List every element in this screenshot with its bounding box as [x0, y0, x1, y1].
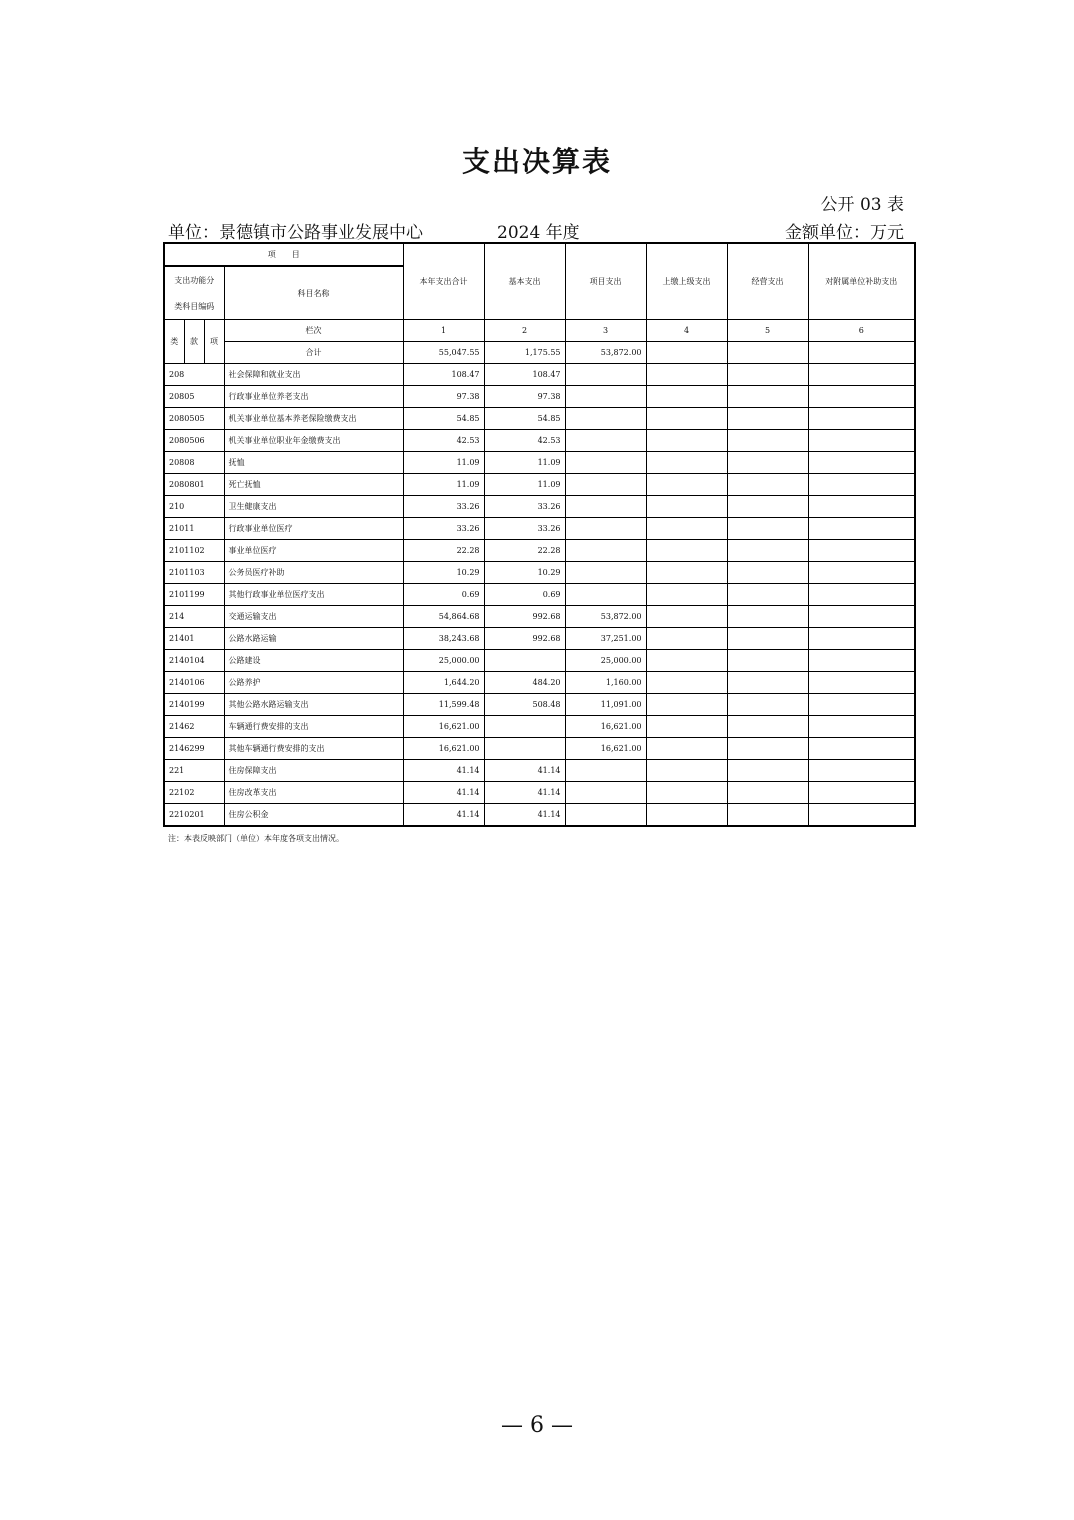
- row-c6: [808, 408, 915, 430]
- row-c4: [646, 496, 727, 518]
- row-code: 208: [164, 364, 224, 386]
- row-c6: [808, 650, 915, 672]
- page-number: — 6 —: [501, 1413, 573, 1438]
- header-name: 科目名称: [224, 266, 403, 320]
- row-code: 2140104: [164, 650, 224, 672]
- row-name: 交通运输支出: [224, 606, 403, 628]
- row-c5: [727, 716, 808, 738]
- table-row: [164, 716, 915, 738]
- row-code: 2140199: [164, 694, 224, 716]
- row-c3: [565, 408, 646, 430]
- row-code: 2080505: [164, 408, 224, 430]
- table-row: [164, 694, 915, 716]
- row-c5: [727, 386, 808, 408]
- row-c1: 41.14: [403, 804, 484, 827]
- row-c1: 54.85: [403, 408, 484, 430]
- table-row: [164, 386, 915, 408]
- row-c2: 41.14: [484, 782, 565, 804]
- row-c5: [727, 628, 808, 650]
- row-name: 其他车辆通行费安排的支出: [224, 738, 403, 760]
- row-c1: 0.69: [403, 584, 484, 606]
- row-c6: [808, 496, 915, 518]
- row-c2: [484, 738, 565, 760]
- header-col2: 基本支出: [484, 243, 565, 320]
- header-code-label-2: 类科目编码: [164, 293, 224, 320]
- money-unit-label: 金额单位：万元: [785, 223, 904, 243]
- row-c3: 53,872.00: [565, 606, 646, 628]
- row-c3: [565, 386, 646, 408]
- row-c3: [565, 474, 646, 496]
- row-c5: [727, 760, 808, 782]
- table-row: [164, 540, 915, 562]
- row-c1: 42.53: [403, 430, 484, 452]
- row-c2: 0.69: [484, 584, 565, 606]
- row-c2: 41.14: [484, 760, 565, 782]
- row-code: 2146299: [164, 738, 224, 760]
- table-row: [164, 408, 915, 430]
- row-c2: 42.53: [484, 430, 565, 452]
- row-c2: [484, 650, 565, 672]
- row-name: 其他公路水路运输支出: [224, 694, 403, 716]
- row-c3: 11,091.00: [565, 694, 646, 716]
- row-code: 2101199: [164, 584, 224, 606]
- form-number: 公开 03 表: [820, 195, 904, 215]
- row-c3: [565, 782, 646, 804]
- header-code-label-1: 支出功能分: [164, 266, 224, 293]
- row-c4: [646, 364, 727, 386]
- header-col4: 上缴上级支出: [646, 243, 727, 320]
- row-c4: [646, 628, 727, 650]
- row-c2: 108.47: [484, 364, 565, 386]
- table-row: [164, 672, 915, 694]
- row-c5: [727, 804, 808, 827]
- row-name: 车辆通行费安排的支出: [224, 716, 403, 738]
- row-c1: 11,599.48: [403, 694, 484, 716]
- row-code: 20805: [164, 386, 224, 408]
- col-number-6: 6: [808, 320, 915, 342]
- row-c3: [565, 562, 646, 584]
- header-col5: 经营支出: [727, 243, 808, 320]
- row-c4: [646, 694, 727, 716]
- row-c4: [646, 562, 727, 584]
- row-c4: [646, 474, 727, 496]
- total-c5: [727, 342, 808, 364]
- header-kuan: 款: [184, 320, 204, 364]
- row-c6: [808, 716, 915, 738]
- row-name: 公路养护: [224, 672, 403, 694]
- row-c6: [808, 804, 915, 827]
- row-c5: [727, 584, 808, 606]
- row-c1: 41.14: [403, 782, 484, 804]
- row-name: 住房公积金: [224, 804, 403, 827]
- row-c1: 22.28: [403, 540, 484, 562]
- row-c6: [808, 672, 915, 694]
- row-name: 抚恤: [224, 452, 403, 474]
- row-c2: 508.48: [484, 694, 565, 716]
- row-c6: [808, 782, 915, 804]
- row-name: 社会保障和就业支出: [224, 364, 403, 386]
- row-c4: [646, 738, 727, 760]
- row-c6: [808, 452, 915, 474]
- total-c1: 55,047.55: [403, 342, 484, 364]
- row-c6: [808, 562, 915, 584]
- row-code: 221: [164, 760, 224, 782]
- row-c6: [808, 606, 915, 628]
- row-c5: [727, 694, 808, 716]
- table-row: [164, 628, 915, 650]
- col-number-3: 3: [565, 320, 646, 342]
- header-col6: 对附属单位补助支出: [808, 243, 915, 320]
- row-c5: [727, 518, 808, 540]
- row-c2: 10.29: [484, 562, 565, 584]
- row-c6: [808, 430, 915, 452]
- header-item: 项 目: [164, 243, 403, 266]
- row-c3: [565, 518, 646, 540]
- row-c1: 16,621.00: [403, 738, 484, 760]
- row-c6: [808, 386, 915, 408]
- row-c2: 992.68: [484, 628, 565, 650]
- row-c5: [727, 672, 808, 694]
- table-row: [164, 518, 915, 540]
- row-c2: 22.28: [484, 540, 565, 562]
- table-row: [164, 430, 915, 452]
- row-name: 住房改革支出: [224, 782, 403, 804]
- row-c1: 11.09: [403, 452, 484, 474]
- header-col3: 项目支出: [565, 243, 646, 320]
- row-code: 22102: [164, 782, 224, 804]
- row-c3: [565, 760, 646, 782]
- header-col1: 本年支出合计: [403, 243, 484, 320]
- row-c5: [727, 364, 808, 386]
- row-c5: [727, 650, 808, 672]
- table-row: [164, 650, 915, 672]
- row-code: 2101102: [164, 540, 224, 562]
- row-name: 公路建设: [224, 650, 403, 672]
- unit-label: 单位：景德镇市公路事业发展中心: [168, 223, 423, 243]
- row-name: 机关事业单位基本养老保险缴费支出: [224, 408, 403, 430]
- row-c2: 992.68: [484, 606, 565, 628]
- row-c5: [727, 782, 808, 804]
- row-code: 2210201: [164, 804, 224, 827]
- row-c1: 41.14: [403, 760, 484, 782]
- table-row: [164, 452, 915, 474]
- row-c4: [646, 650, 727, 672]
- row-c3: [565, 804, 646, 827]
- row-c1: 108.47: [403, 364, 484, 386]
- row-c5: [727, 606, 808, 628]
- row-code: 2101103: [164, 562, 224, 584]
- row-code: 21462: [164, 716, 224, 738]
- row-c1: 97.38: [403, 386, 484, 408]
- row-c2: 97.38: [484, 386, 565, 408]
- row-name: 机关事业单位职业年金缴费支出: [224, 430, 403, 452]
- row-c1: 11.09: [403, 474, 484, 496]
- table-row: [164, 804, 915, 827]
- table-row: [164, 474, 915, 496]
- row-c2: 33.26: [484, 496, 565, 518]
- row-c3: 16,621.00: [565, 716, 646, 738]
- row-c3: 1,160.00: [565, 672, 646, 694]
- row-c1: 1,644.20: [403, 672, 484, 694]
- row-code: 21011: [164, 518, 224, 540]
- row-c2: [484, 716, 565, 738]
- row-c4: [646, 452, 727, 474]
- row-c1: 25,000.00: [403, 650, 484, 672]
- row-code: 2080506: [164, 430, 224, 452]
- row-c3: [565, 540, 646, 562]
- table-row: [164, 562, 915, 584]
- row-c5: [727, 474, 808, 496]
- row-c5: [727, 496, 808, 518]
- row-code: 2080801: [164, 474, 224, 496]
- row-c1: 54,864.68: [403, 606, 484, 628]
- row-code: 214: [164, 606, 224, 628]
- year-label: 2024 年度: [497, 223, 580, 243]
- row-c4: [646, 716, 727, 738]
- row-c1: 33.26: [403, 496, 484, 518]
- table-row: [164, 606, 915, 628]
- page-title: 支出决算表: [461, 145, 612, 178]
- table-row: [164, 584, 915, 606]
- row-c3: [565, 496, 646, 518]
- row-c5: [727, 408, 808, 430]
- row-c1: 38,243.68: [403, 628, 484, 650]
- row-c1: 10.29: [403, 562, 484, 584]
- row-c4: [646, 782, 727, 804]
- row-c1: 33.26: [403, 518, 484, 540]
- row-c3: [565, 584, 646, 606]
- row-name: 住房保障支出: [224, 760, 403, 782]
- row-c4: [646, 606, 727, 628]
- table-row: [164, 496, 915, 518]
- row-c6: [808, 628, 915, 650]
- row-name: 卫生健康支出: [224, 496, 403, 518]
- row-code: 210: [164, 496, 224, 518]
- row-c5: [727, 430, 808, 452]
- row-c2: 54.85: [484, 408, 565, 430]
- row-c6: [808, 474, 915, 496]
- row-c2: 11.09: [484, 474, 565, 496]
- row-c5: [727, 562, 808, 584]
- table-row: [164, 738, 915, 760]
- header-xiang: 项: [204, 320, 224, 364]
- row-code: 2140106: [164, 672, 224, 694]
- row-name: 死亡抚恤: [224, 474, 403, 496]
- row-name: 公路水路运输: [224, 628, 403, 650]
- table-row: [164, 782, 915, 804]
- row-c2: 41.14: [484, 804, 565, 827]
- row-c4: [646, 760, 727, 782]
- col-number-5: 5: [727, 320, 808, 342]
- row-c3: 16,621.00: [565, 738, 646, 760]
- row-c3: [565, 452, 646, 474]
- col-number-2: 2: [484, 320, 565, 342]
- row-c3: [565, 364, 646, 386]
- row-c5: [727, 452, 808, 474]
- col-number-1: 1: [403, 320, 484, 342]
- row-c4: [646, 672, 727, 694]
- row-c6: [808, 738, 915, 760]
- row-c6: [808, 584, 915, 606]
- expenditure-table: [163, 242, 916, 827]
- row-c4: [646, 386, 727, 408]
- header-lei: 类: [164, 320, 184, 364]
- table-row: [164, 364, 915, 386]
- row-c6: [808, 364, 915, 386]
- row-c2: 33.26: [484, 518, 565, 540]
- row-c1: 16,621.00: [403, 716, 484, 738]
- row-code: 20808: [164, 452, 224, 474]
- row-c3: 25,000.00: [565, 650, 646, 672]
- row-name: 公务员医疗补助: [224, 562, 403, 584]
- total-c2: 1,175.55: [484, 342, 565, 364]
- row-c4: [646, 430, 727, 452]
- row-name: 其他行政事业单位医疗支出: [224, 584, 403, 606]
- table-note: 注：本表反映部门（单位）本年度各项支出情况。: [168, 834, 344, 843]
- row-name: 行政事业单位医疗: [224, 518, 403, 540]
- row-c2: 11.09: [484, 452, 565, 474]
- row-c3: 37,251.00: [565, 628, 646, 650]
- total-c4: [646, 342, 727, 364]
- table-row: [164, 760, 915, 782]
- row-c4: [646, 804, 727, 827]
- row-c6: [808, 760, 915, 782]
- row-name: 事业单位医疗: [224, 540, 403, 562]
- row-c6: [808, 518, 915, 540]
- header-lanci: 栏次: [224, 320, 403, 342]
- row-c3: [565, 430, 646, 452]
- row-c6: [808, 540, 915, 562]
- row-c5: [727, 540, 808, 562]
- row-name: 行政事业单位养老支出: [224, 386, 403, 408]
- row-code: 21401: [164, 628, 224, 650]
- row-c4: [646, 518, 727, 540]
- row-c2: 484.20: [484, 672, 565, 694]
- col-number-4: 4: [646, 320, 727, 342]
- total-label: 合计: [224, 342, 403, 364]
- row-c4: [646, 408, 727, 430]
- total-c6: [808, 342, 915, 364]
- row-c6: [808, 694, 915, 716]
- row-c4: [646, 584, 727, 606]
- total-c3: 53,872.00: [565, 342, 646, 364]
- row-c5: [727, 738, 808, 760]
- row-c4: [646, 540, 727, 562]
